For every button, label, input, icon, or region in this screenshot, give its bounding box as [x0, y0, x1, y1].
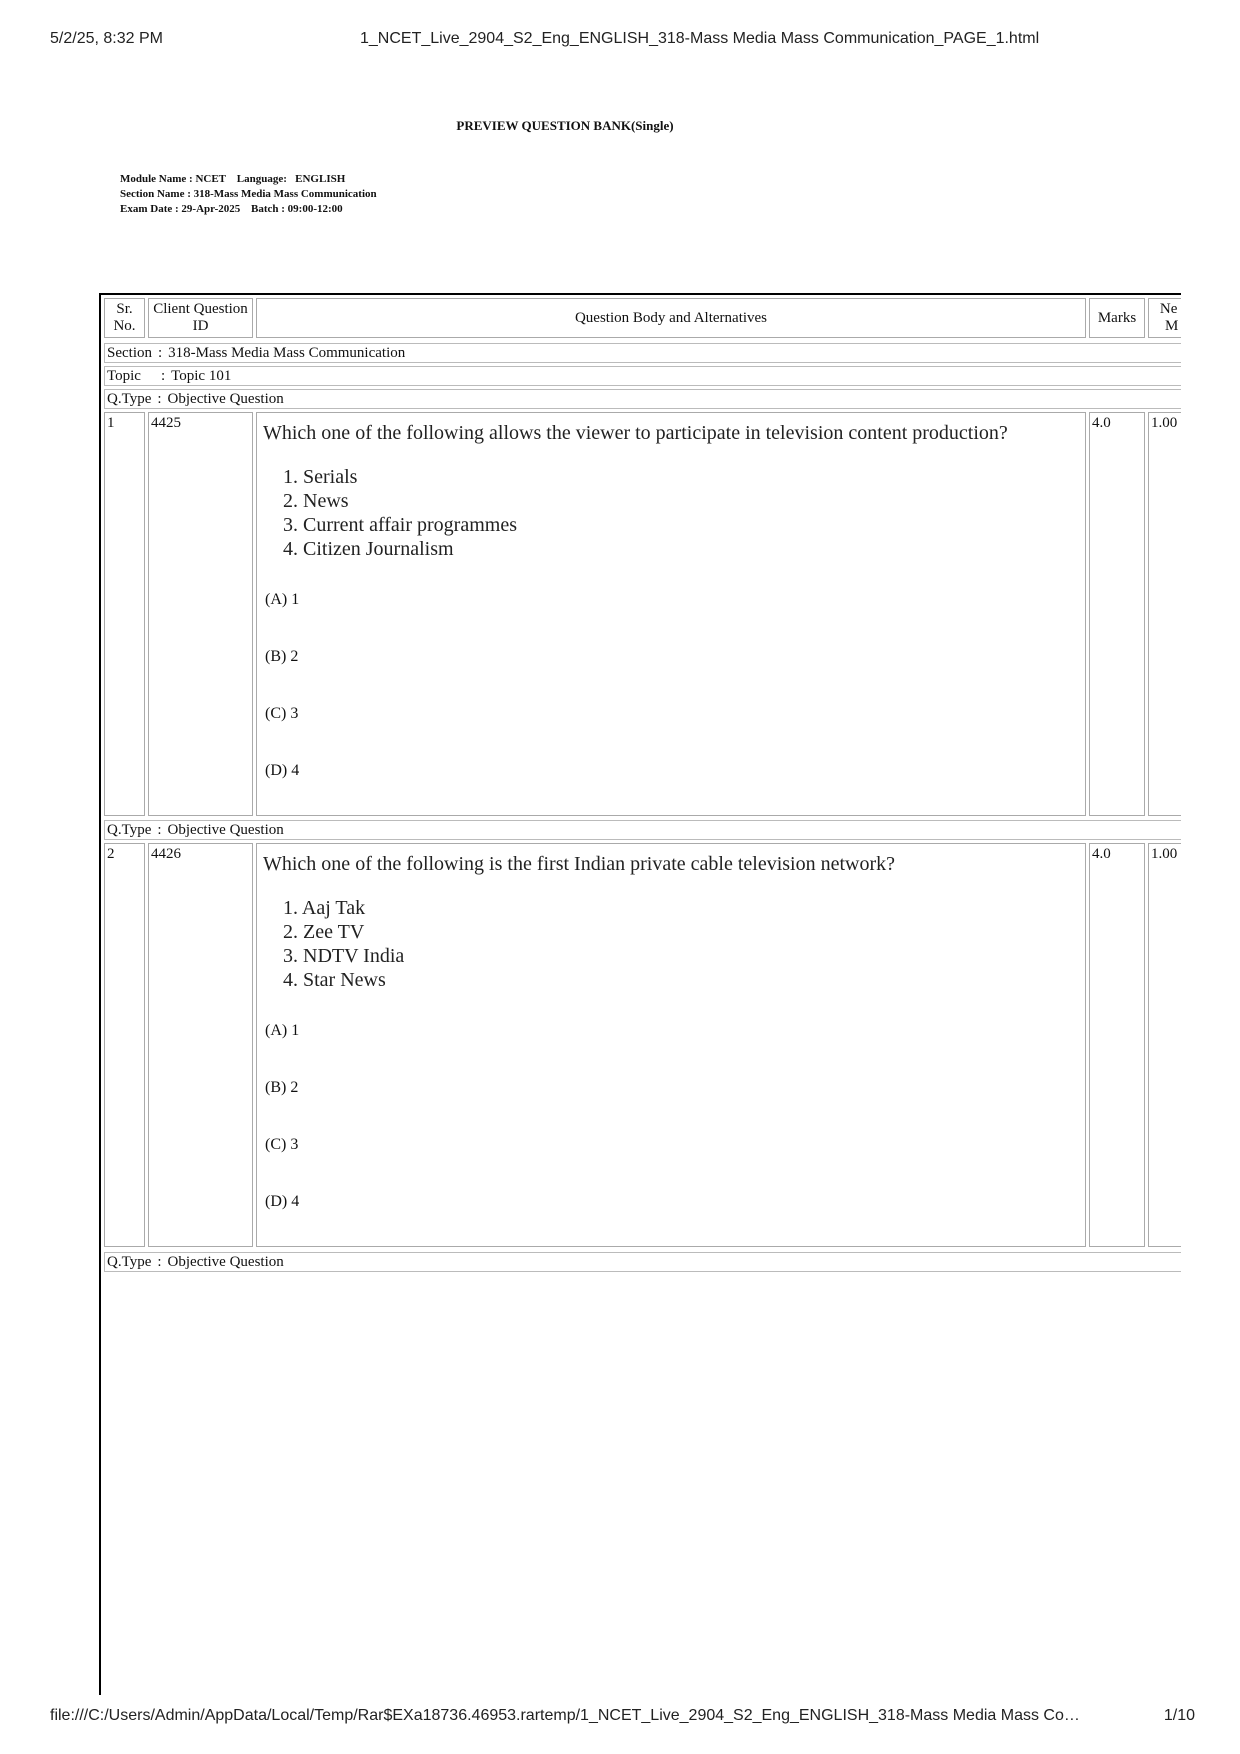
qtype-colon: :	[157, 1254, 162, 1270]
question-client-id: 4425	[148, 412, 253, 816]
section-value: 318-Mass Media Mass Communication	[168, 345, 406, 361]
question-item: 4. Citizen Journalism	[283, 538, 454, 560]
header-client-line1: Client Question	[153, 301, 248, 317]
print-footer	[50, 1707, 1195, 1729]
question-sr: 1	[104, 412, 145, 816]
qtype-label: Q.Type	[107, 822, 152, 838]
batch: Batch : 09:00-12:00	[251, 203, 343, 215]
section-name: Section Name : 318-Mass Media Mass Communication	[120, 188, 377, 200]
answer-option: (C) 3	[265, 1136, 299, 1153]
answer-option: (C) 3	[265, 705, 299, 722]
header-negative-marks	[1148, 298, 1181, 338]
print-header	[50, 30, 1190, 52]
question-item: 4. Star News	[283, 969, 386, 991]
page-title: PREVIEW QUESTION BANK(Single)	[456, 118, 674, 133]
question-client-id: 4426	[148, 843, 253, 1247]
qtype-colon: :	[157, 391, 162, 407]
header-sr-no	[104, 298, 145, 338]
exam-date: Exam Date : 29-Apr-2025	[120, 203, 241, 215]
question-item: 2. Zee TV	[283, 921, 365, 943]
answer-option: (D) 4	[265, 1193, 300, 1210]
header-client-line2: ID	[192, 318, 209, 334]
question-items	[283, 465, 1079, 561]
question-item: 2. News	[283, 490, 349, 512]
qtype-row	[104, 1252, 1181, 1272]
qtype-row	[104, 389, 1181, 409]
qtype-value: Objective Question	[167, 391, 284, 407]
qtype-label: Q.Type	[107, 1254, 152, 1270]
section-colon: :	[158, 345, 163, 361]
question-items	[283, 896, 1079, 992]
question-body	[256, 412, 1086, 816]
question-negative-marks: 1.00	[1148, 412, 1181, 816]
qtype-value: Objective Question	[167, 822, 284, 838]
answer-option: (A) 1	[265, 1022, 300, 1039]
topic-label: Topic	[107, 368, 141, 384]
header-negative-line2: M	[1165, 318, 1179, 334]
header-client-id	[148, 298, 253, 338]
question-item: 1. Serials	[283, 466, 358, 488]
header-sr-line1: Sr.	[116, 301, 133, 317]
header-negative-line1: Ne	[1159, 301, 1178, 317]
topic-value: Topic 101	[171, 368, 232, 384]
section-label: Section	[107, 345, 152, 361]
topic-colon: :	[160, 368, 166, 384]
answer-option: (B) 2	[265, 1079, 299, 1096]
print-date: 5/2/25, 8:32 PM	[50, 30, 163, 47]
print-url: file:///C:/Users/Admin/AppData/Local/Temp/Rar$EXa18736.46953.rartemp/1_NCET_Live_2904_S2_Eng_ENGLISH_318-Mass Media Mass Co…	[50, 1707, 1080, 1724]
qtype-colon: :	[157, 822, 162, 838]
question-marks: 4.0	[1089, 843, 1145, 1247]
question-text: Which one of the following is the first Indian private cable television network?	[263, 853, 896, 875]
header-sr-line2: No.	[113, 318, 136, 334]
exam-meta	[120, 172, 377, 217]
question-text: Which one of the following allows the viewer to participate in television content production?	[263, 422, 1008, 444]
question-table	[99, 293, 1181, 1695]
question-item: 1. Aaj Tak	[283, 897, 366, 919]
question-sr: 2	[104, 843, 145, 1247]
answer-option: (B) 2	[265, 648, 299, 665]
module-name: Module Name : NCET	[120, 173, 227, 185]
question-body	[256, 843, 1086, 1247]
print-page-number: 1/10	[1163, 1707, 1195, 1724]
answer-option: (D) 4	[265, 762, 300, 779]
section-row	[104, 343, 1181, 363]
question-item: 3. Current affair programmes	[283, 514, 517, 536]
language: Language: ENGLISH	[236, 173, 346, 185]
print-title: 1_NCET_Live_2904_S2_Eng_ENGLISH_318-Mass Media Mass Communication_PAGE_1.html	[360, 30, 1040, 47]
qtype-row	[104, 820, 1181, 840]
answer-option: (A) 1	[265, 591, 300, 608]
question-negative-marks: 1.00	[1148, 843, 1181, 1247]
question-item: 3. NDTV India	[283, 945, 405, 967]
header-marks: Marks	[1089, 298, 1145, 338]
qtype-value: Objective Question	[167, 1254, 284, 1270]
qtype-label: Q.Type	[107, 391, 152, 407]
header-question-body: Question Body and Alternatives	[256, 298, 1086, 338]
topic-row	[104, 366, 1181, 386]
question-marks: 4.0	[1089, 412, 1145, 816]
